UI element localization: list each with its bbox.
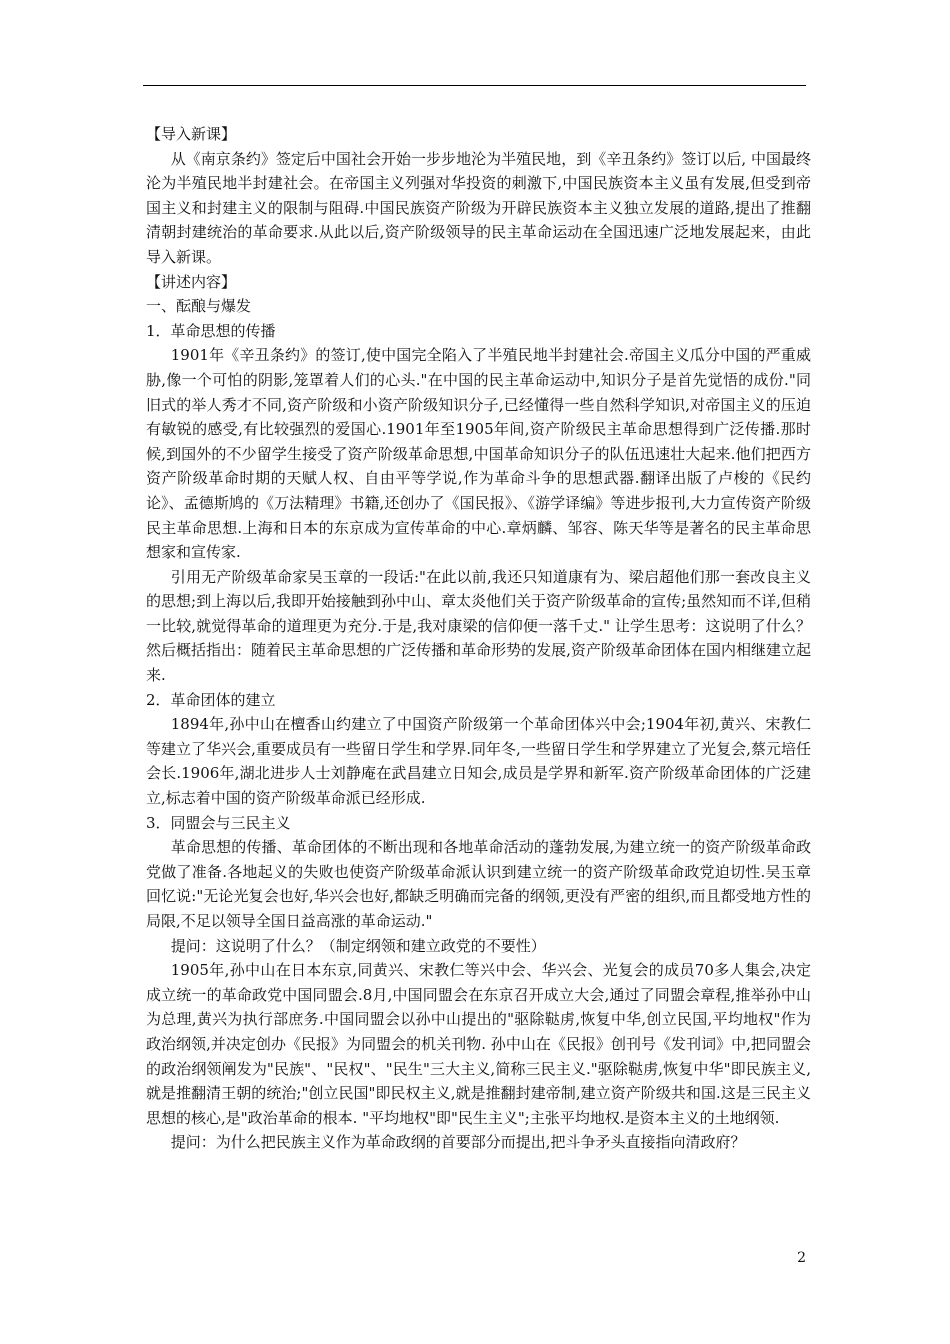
page-number: 2 xyxy=(797,1250,806,1266)
subsection-heading: 2．革命团体的建立 xyxy=(146,690,276,709)
paragraph: 革命思想的传播、革命团体的不断出现和各地革命活动的蓬勃发展,为建立统一的资产阶级革命政党做了准备.各地起义的失败也使资产阶级革命派认识到建立统一的资产阶级革命政党迫切性.吴玉章回忆说:"无论光复会也好,华兴会也好,都缺乏明确而完备的纲领,更没有严密的组织,而且都受地方性的局限,不足以领导全国日益高涨的革命运动." xyxy=(146,838,811,930)
section-heading: 【讲述内容】 xyxy=(146,272,237,291)
document-body xyxy=(146,122,811,1155)
subsection-heading: 3．同盟会与三民主义 xyxy=(146,813,291,832)
paragraph: 1905年,孙中山在日本东京,同黄兴、宋教仁等兴中会、华兴会、光复会的成员70多人集会,决定成立统一的革命政党中国同盟会.8月,中国同盟会在东京召开成立大会,通过了同盟会章程,推举孙中山为总理,黄兴为执行部庶务.中国同盟会以孙中山提出的"驱除鞑虏,恢复中华,创立民国,平均地权"作为政治纲领,并决定创办《民报》为同盟会的机关刊物. 孙中山在《民报》创刊号《发刊词》中,把同盟会的政治纲领阐发为"民族"、"民权"、"民生"三大主义,简称三民主义."驱除鞑虏,恢复中华"即民族主义,就是推翻清王朝的统治;"创立民国"即民权主义,就是推翻封建帝制,建立资产阶级共和国.这是三民主义思想的核心,是"政治革命的根本. "平均地权"即"民生主义";主张平均地权.是资本主义的土地纲领. xyxy=(146,961,811,1127)
section-heading: 一、酝酿与爆发 xyxy=(146,297,252,316)
paragraph: 1894年,孙中山在檀香山约建立了中国资产阶级第一个革命团体兴中会;1904年初,黄兴、宋教仁等建立了华兴会,重要成员有一些留日学生和学界.同年冬,一些留日学生和学界建立了光复会,蔡元培任会长.1906年,湖北进步人士刘静庵在武昌建立日知会,成员是学界和新军.资产阶级革命团体的广泛建立,标志着中国的资产阶级革命派已经形成. xyxy=(146,715,811,808)
paragraph: 1901年《辛丑条约》的签订,使中国完全陷入了半殖民地半封建社会.帝国主义瓜分中国的严重威胁,像一个可怕的阴影,笼罩着人们的心头."在中国的民主革命运动中,知识分子是首先觉悟的成份."同旧式的举人秀才不同,资产阶级和小资产阶级知识分子,已经懂得一些自然科学知识,对帝国主义的压迫有敏锐的感受,有比较强烈的爱国心.1901年至1905年间,资产阶级民主革命思想得到广泛传播.那时候,到国外的不少留学生接受了资产阶级革命思想,中国革命知识分子的队伍迅速壮大起来.他们把西方资产阶级革命时期的天赋人权、自由平等学说,作为革命斗争的思想武器.翻译出版了卢梭的《民约论》、孟德斯鸠的《万法精理》书籍,还创办了《国民报》、《游学译编》等进步报刊,大力宣传资产阶级民主革命思想.上海和日本的东京成为宣传革命的中心.章炳麟、邹容、陈天华等是著名的民主革命思想家和宣传家. xyxy=(146,346,811,562)
subsection-heading: 1．革命思想的传播 xyxy=(146,321,276,340)
paragraph: 引用无产阶级革命家吴玉章的一段话:"在此以前,我还只知道康有为、梁启超他们那一套改良主义的思想;到上海以后,我即开始接触到孙中山、章太炎他们关于资产阶级革命的宣传;虽然知而不详,但稍一比较,就觉得革命的道理更为充分.于是,我对康梁的信仰便一落千丈." 让学生思考：这说明了什么？然后概括指出：随着民主革命思想的广泛传播和革命形势的发展,资产阶级革命团体在国内相继建立起来. xyxy=(146,567,811,685)
paragraph: 提问：为什么把民族主义作为革命政纲的首要部分而提出,把斗争矛头直接指向清政府？ xyxy=(170,1133,746,1152)
paragraph: 从《南京条约》签定后中国社会开始一步步地沦为半殖民地，到《辛丑条约》签订以后, 中国最终沦为半殖民地半封建社会。在帝国主义列强对华投资的刺激下,中国民族资本主义虽有发展,但受到帝国主义和封建主义的限制与阻碍.中国民族资产阶级为开辟民族资本主义独立发展的道路,提出了推翻清朝封建统治的革命要求.从此以后,资产阶级领导的民主革命运动在全国迅速广泛地发展起来，由此导入新课。 xyxy=(146,149,811,266)
paragraph: 提问：这说明了什么？（制定纲领和建立政党的不要性） xyxy=(170,936,546,955)
header-rule xyxy=(143,85,806,86)
section-heading: 【导入新课】 xyxy=(146,125,237,143)
